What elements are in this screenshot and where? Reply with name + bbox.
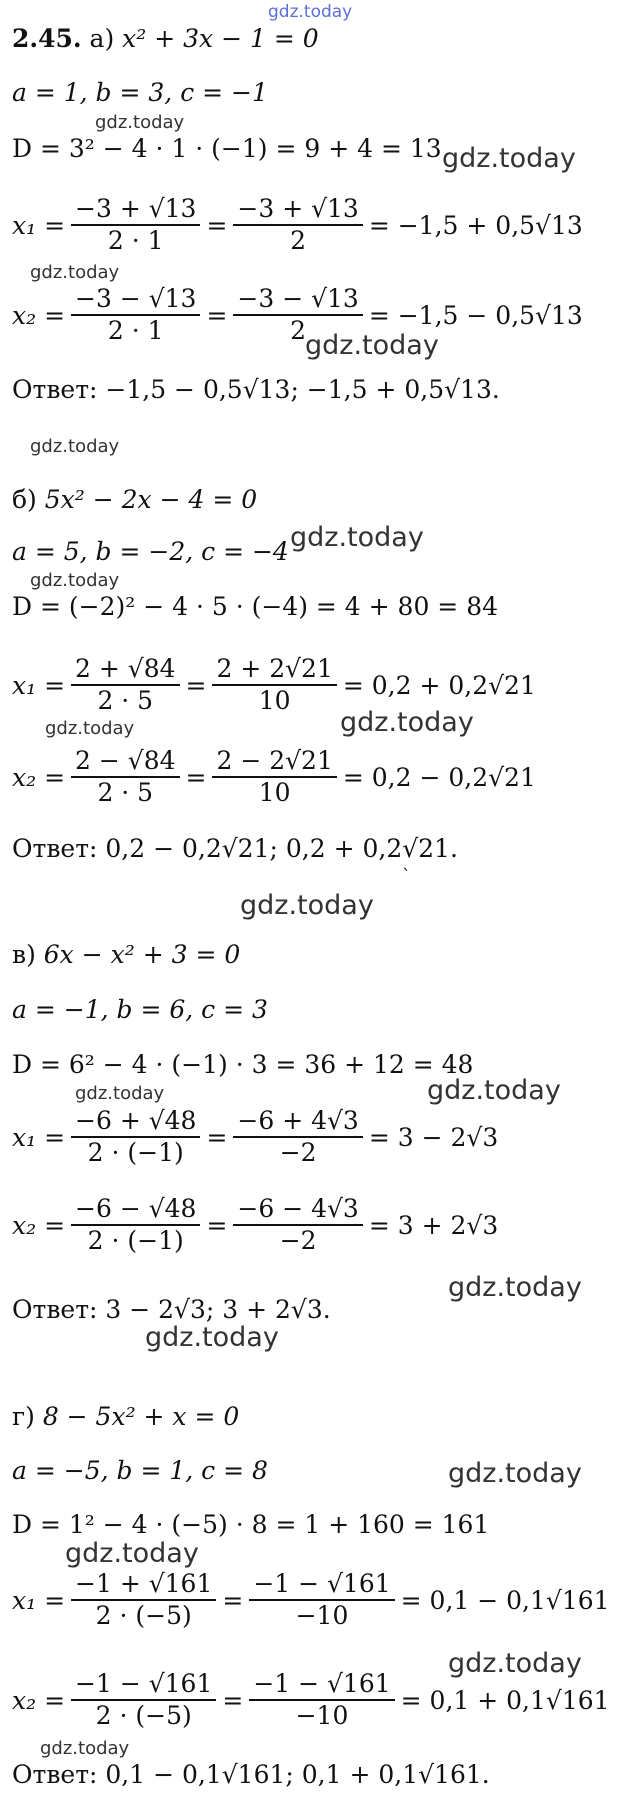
denominator: 2 · 5 bbox=[97, 686, 154, 715]
numerator: −6 + √48 bbox=[75, 1106, 197, 1135]
part-a-coeffs: a = 1, b = 3, c = −1 bbox=[12, 78, 268, 107]
watermark: gdz.today bbox=[30, 262, 120, 283]
part-a-x2: x₂ = $\frac{-3 - √13}{2 \cdot 1}$ = $\frac{-3 - √13}{2}$ = −1,5 − 0,5√13 bbox=[12, 284, 583, 345]
watermark: gdz.today bbox=[290, 522, 424, 553]
part-a-equation: x² + 3x − 1 = 0 bbox=[122, 24, 319, 53]
denominator: 2 · 5 bbox=[97, 778, 154, 807]
fraction bbox=[71, 1569, 216, 1631]
part-a-discriminant: D = 3² − 4 · 1 · (−1) = 9 + 4 = 13 bbox=[12, 134, 442, 163]
numerator: 2 − √84 bbox=[75, 746, 176, 775]
part-b-discriminant: D = (−2)² − 4 · 5 · (−4) = 4 + 80 = 84 bbox=[12, 592, 499, 621]
denominator: −2 bbox=[279, 1138, 317, 1167]
part-b-x1: x₁ = $\frac{2 + √84}{2 \cdot 5}$ = $\frac{2 + 2√21}{10}$ = 0,2 + 0,2√21 bbox=[12, 654, 536, 715]
x2-label: x₂ = bbox=[12, 1685, 66, 1715]
part-c-coeffs: a = −1, b = 6, c = 3 bbox=[12, 995, 268, 1024]
fraction bbox=[233, 1106, 362, 1168]
watermark: gdz.today bbox=[40, 1738, 130, 1759]
fraction bbox=[71, 1194, 200, 1256]
denominator: −10 bbox=[295, 1601, 349, 1630]
numerator: −3 + √13 bbox=[75, 194, 197, 223]
numerator: −6 + 4√3 bbox=[237, 1106, 359, 1135]
denominator: 10 bbox=[258, 778, 291, 807]
part-c-label: в) bbox=[12, 940, 36, 969]
fraction bbox=[233, 1194, 362, 1256]
part-c-equation: 6x − x² + 3 = 0 bbox=[43, 940, 241, 969]
watermark: gdz.today bbox=[448, 1648, 582, 1679]
numerator: −3 − √13 bbox=[75, 284, 197, 313]
fraction bbox=[71, 746, 180, 808]
part-c-answer: Ответ: 3 − 2√3; 3 + 2√3. bbox=[12, 1295, 331, 1324]
fraction bbox=[71, 194, 200, 256]
numerator: −6 − 4√3 bbox=[237, 1194, 359, 1223]
x2-label: x₂ = bbox=[12, 1210, 66, 1240]
watermark: gdz.today bbox=[240, 890, 374, 921]
watermark: gdz.today bbox=[45, 718, 135, 739]
numerator: 2 + 2√21 bbox=[216, 654, 333, 683]
fraction bbox=[249, 1569, 394, 1631]
numerator: −1 − √161 bbox=[253, 1669, 391, 1698]
numerator: −1 − √161 bbox=[75, 1669, 213, 1698]
stray-mark: ` bbox=[402, 866, 411, 887]
part-a-label: а) bbox=[89, 24, 115, 53]
x2-label: x₂ = bbox=[12, 762, 66, 792]
denominator: −2 bbox=[279, 1226, 317, 1255]
watermark: gdz.today bbox=[75, 1083, 165, 1104]
part-a-x1: x₁ = $\frac{-3 + √13}{2 \cdot 1}$ = $\frac{-3 + √13}{2}$ = −1,5 + 0,5√13 bbox=[12, 194, 583, 255]
part-d-coeffs: a = −5, b = 1, c = 8 bbox=[12, 1456, 268, 1485]
result: = 0,2 + 0,2√21 bbox=[342, 670, 536, 700]
part-d-heading bbox=[12, 1402, 239, 1432]
fraction bbox=[71, 1669, 216, 1731]
watermark: gdz.today bbox=[305, 330, 439, 361]
result: = 3 + 2√3 bbox=[368, 1210, 499, 1240]
watermark: gdz.today bbox=[340, 707, 474, 738]
fraction bbox=[249, 1669, 394, 1731]
denominator: 2 bbox=[290, 226, 307, 255]
result: = −1,5 + 0,5√13 bbox=[368, 210, 583, 240]
numerator: −3 + √13 bbox=[237, 194, 359, 223]
fraction bbox=[212, 654, 336, 716]
part-c-discriminant: D = 6² − 4 · (−1) · 3 = 36 + 12 = 48 bbox=[12, 1050, 474, 1079]
denominator: 2 · (−1) bbox=[87, 1138, 184, 1167]
part-d-answer: Ответ: 0,1 − 0,1√161; 0,1 + 0,1√161. bbox=[12, 1760, 490, 1789]
x1-label: x₁ = bbox=[12, 210, 66, 240]
part-c-x2: x₂ = $\frac{-6 - √48}{2 \cdot (-1)}$ = $\frac{-6 - 4√3}{-2}$ = 3 + 2√3 bbox=[12, 1194, 499, 1255]
part-a-answer: Ответ: −1,5 − 0,5√13; −1,5 + 0,5√13. bbox=[12, 375, 500, 404]
part-d-x1: x₁ = $\frac{-1 + √161}{2 \cdot (-5)}$ = $\frac{-1 - √161}{-10}$ = 0,1 − 0,1√161 bbox=[12, 1569, 610, 1630]
result: = 0,1 + 0,1√161 bbox=[400, 1685, 610, 1715]
numerator: −1 − √161 bbox=[253, 1569, 391, 1598]
part-a-heading bbox=[12, 24, 319, 54]
fraction bbox=[71, 654, 180, 716]
watermark: gdz.today bbox=[448, 1272, 582, 1303]
fraction bbox=[233, 194, 362, 256]
denominator: 2 · (−5) bbox=[95, 1601, 192, 1630]
problem-number: 2.45. bbox=[12, 24, 82, 53]
part-b-equation: 5x² − 2x − 4 = 0 bbox=[44, 485, 258, 514]
part-b-coeffs: a = 5, b = −2, c = −4 bbox=[12, 537, 289, 566]
part-c-heading bbox=[12, 940, 240, 970]
watermark: gdz.today bbox=[268, 2, 353, 22]
result: = 3 − 2√3 bbox=[368, 1122, 499, 1152]
part-d-discriminant: D = 1² − 4 · (−5) · 8 = 1 + 160 = 161 bbox=[12, 1510, 490, 1539]
x1-label: x₁ = bbox=[12, 670, 66, 700]
part-b-label: б) bbox=[12, 485, 37, 514]
denominator: 10 bbox=[258, 686, 291, 715]
watermark: gdz.today bbox=[30, 436, 120, 457]
denominator: 2 · 1 bbox=[107, 316, 164, 345]
numerator: −3 − √13 bbox=[237, 284, 359, 313]
watermark: gdz.today bbox=[65, 1538, 199, 1569]
result: = −1,5 − 0,5√13 bbox=[368, 300, 583, 330]
denominator: 2 · 1 bbox=[107, 226, 164, 255]
denominator: −10 bbox=[295, 1701, 349, 1730]
numerator: −1 + √161 bbox=[75, 1569, 213, 1598]
x2-label: x₂ = bbox=[12, 300, 66, 330]
part-d-label: г) bbox=[12, 1402, 35, 1431]
watermark: gdz.today bbox=[427, 1075, 561, 1106]
numerator: 2 − 2√21 bbox=[216, 746, 333, 775]
fraction bbox=[71, 1106, 200, 1168]
part-d-equation: 8 − 5x² + x = 0 bbox=[42, 1402, 240, 1431]
watermark: gdz.today bbox=[30, 570, 120, 591]
part-b-heading bbox=[12, 485, 257, 515]
part-c-x1: x₁ = $\frac{-6 + √48}{2 \cdot (-1)}$ = $\frac{-6 + 4√3}{-2}$ = 3 − 2√3 bbox=[12, 1106, 499, 1167]
result: = 0,2 − 0,2√21 bbox=[342, 762, 536, 792]
watermark: gdz.today bbox=[145, 1322, 279, 1353]
denominator: 2 bbox=[290, 316, 307, 345]
numerator: −6 − √48 bbox=[75, 1194, 197, 1223]
fraction bbox=[71, 284, 200, 346]
denominator: 2 · (−1) bbox=[87, 1226, 184, 1255]
watermark: gdz.today bbox=[95, 112, 185, 133]
watermark: gdz.today bbox=[448, 1458, 582, 1489]
part-b-answer: Ответ: 0,2 − 0,2√21; 0,2 + 0,2√21. bbox=[12, 834, 458, 863]
numerator: 2 + √84 bbox=[75, 654, 176, 683]
result: = 0,1 − 0,1√161 bbox=[400, 1585, 610, 1615]
fraction bbox=[212, 746, 336, 808]
watermark: gdz.today bbox=[442, 143, 576, 174]
x1-label: x₁ = bbox=[12, 1122, 66, 1152]
part-b-x2: x₂ = $\frac{2 - √84}{2 \cdot 5}$ = $\frac{2 - 2√21}{10}$ = 0,2 − 0,2√21 bbox=[12, 746, 536, 807]
x1-label: x₁ = bbox=[12, 1585, 66, 1615]
denominator: 2 · (−5) bbox=[95, 1701, 192, 1730]
part-d-x2: x₂ = $\frac{-1 - √161}{2 \cdot (-5)}$ = $\frac{-1 - √161}{-10}$ = 0,1 + 0,1√161 bbox=[12, 1669, 610, 1730]
